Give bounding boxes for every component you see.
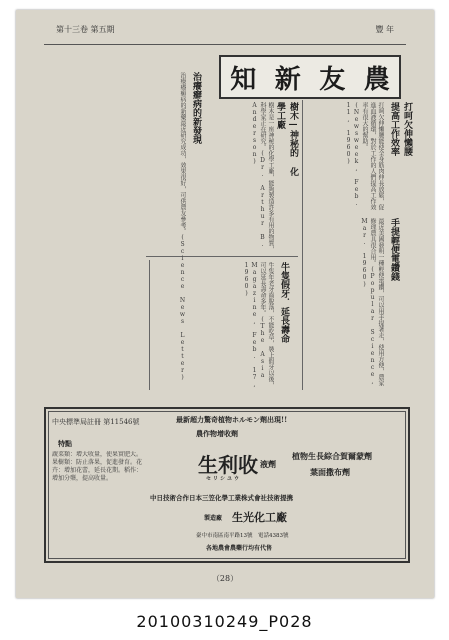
column-divider — [302, 100, 303, 390]
banner-char: 農 — [363, 64, 390, 95]
page-number: （28） — [211, 574, 239, 583]
page-header — [56, 24, 394, 38]
header-rule — [44, 44, 406, 45]
ad-dealers: 各地農會農藥行均有代售 — [206, 545, 273, 552]
ad-brand-suffix: 液劑 — [260, 459, 276, 469]
article-title-ringworm: 治癢癬病的新發現 — [191, 72, 201, 144]
ad-address: 臺中市南區南平路13號 電話4383號 — [196, 533, 289, 539]
ad-brand: 生利收 — [198, 453, 258, 477]
article-title-drill: 手提輕便電鑽錢 — [389, 218, 399, 281]
article-title-tree: 樹木—神秘的 化學工廠 — [275, 102, 298, 176]
masthead-label: 豐 年 — [375, 25, 394, 34]
banner-char: 友 — [319, 64, 346, 95]
image-caption: 20100310249_P028 — [136, 612, 313, 631]
ad-registration: 中央標準局註冊 第11546號 — [52, 418, 140, 426]
ad-brand-reading: セリシユウ — [206, 476, 242, 482]
ad-cooperation: 中日技術合作日本三笠化學工業株式會社技術提携 — [150, 494, 293, 502]
ad-subline: 農作物增收劑 — [196, 429, 238, 438]
ad-brand-desc2: 葉面撒布劑 — [310, 467, 350, 477]
ad-maker-label: 製造廠 — [204, 515, 223, 522]
banner-char: 知 — [230, 64, 257, 95]
column-divider — [149, 260, 150, 390]
ad-brand-desc1: 植物生長綜合賀爾蒙劑 — [292, 451, 372, 461]
article-title-yawn: 打呵欠伸懶腰 提高工作效率 — [389, 102, 412, 156]
article-title-teeth: 牛隻假牙．延長壽命 — [279, 262, 289, 343]
banner-char: 新 — [274, 64, 301, 95]
column-banner — [219, 55, 401, 99]
issue-label: 第十三卷 第五期 — [56, 25, 115, 34]
article-body-teeth: 牛隻年老牙齒脫落，不能吃草，裝上假牙以後，可以延長壽命多年。(The Asia Magazine, Feb. 17, 1960) — [243, 262, 274, 388]
article-body-drill: 最近美國發明一種輕便電鑽，可以用手提著走，使用方便，農家修理農具很合用。(Popular Science, Mar. 1960) — [361, 218, 384, 386]
ad-headline: 最新超力驚奇植物ホルモン劑出現!! — [176, 415, 288, 424]
article-body-yawn: 打呵欠伸懶腰能使全身筋肉伸長放鬆，促進血液循環，對於工作的人們提高工作效率有很大的幫助。(Newsweek, Feb. 11, 1960) — [345, 102, 384, 210]
article-body-ringworm: 治療癢癬病的新藥最近研究成功，效果很好，可供農友參考。(Science News Letter) — [179, 72, 186, 381]
article-body-tree: 樹木是一座神秘的化學工廠，能夠製造許多有用的物質，科學家正在研究。(Dr. Arthur B. Anderson) — [251, 102, 274, 252]
ad-maker: 生光化工廠 — [232, 511, 287, 524]
ad-spec-text: 蔬菜類：增大收量，使果實肥大。果樹類：防止落果，促進發育。花卉：增加花蕾，延長花期。稻作：增加分蘖，提高收量。 — [52, 451, 142, 482]
ad-spec-title: 特點 — [58, 439, 72, 448]
advertisement — [44, 407, 410, 563]
newspaper-page — [16, 10, 434, 598]
